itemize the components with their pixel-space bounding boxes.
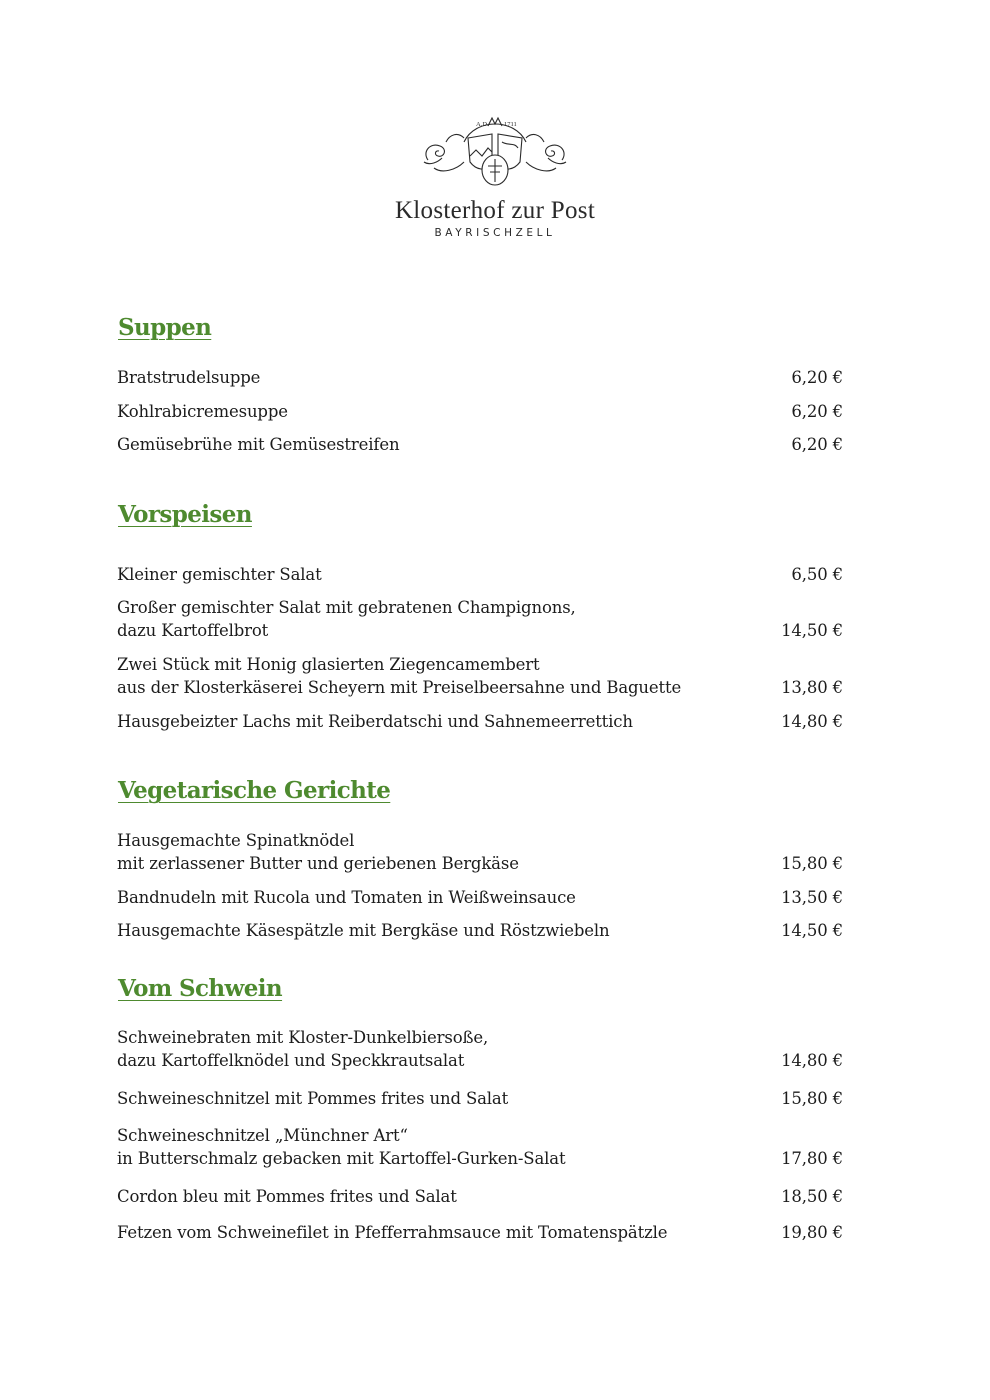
menu-item-name: Kohlrabicremesuppe [117, 402, 288, 421]
section-title-vegetarische-gerichte: Vegetarische Gerichte [118, 777, 391, 804]
menu-item-price: 15,80 € [781, 1089, 843, 1108]
menu-item-name-line1: Zwei Stück mit Honig glasierten Ziegencamembert [117, 655, 540, 674]
crest-emblem-icon [420, 112, 570, 192]
restaurant-logo [0, 112, 990, 239]
crest-text-left: A.D. [476, 121, 489, 128]
menu-item-price: 6,20 € [791, 402, 843, 421]
menu-item-price: 13,50 € [781, 888, 843, 907]
menu-item-name: Bandnudeln mit Rucola und Tomaten in Weißweinsauce [117, 888, 576, 907]
menu-item-name: Fetzen vom Schweinefilet in Pfefferrahmsauce mit Tomatenspätzle [117, 1223, 668, 1242]
menu-item-price: 14,50 € [781, 621, 843, 640]
menu-item [117, 366, 843, 389]
menu-item [117, 596, 843, 642]
menu-item-name-line1: Schweineschnitzel „Münchner Art“ [117, 1126, 408, 1145]
menu-item-name-line2: dazu Kartoffelknödel und Speckkrautsalat [117, 1051, 465, 1070]
menu-item-name: Schweineschnitzel mit Pommes frites und Salat [117, 1089, 509, 1108]
menu-item-name: Gemüsebrühe mit Gemüsestreifen [117, 435, 400, 454]
crest-text-right: 1711 [504, 121, 517, 128]
menu-item-price: 14,80 € [781, 712, 843, 731]
menu-item-price: 19,80 € [781, 1223, 843, 1242]
menu-item [117, 886, 843, 909]
menu-item-name-line2: aus der Klosterkäserei Scheyern mit Preiselbeersahne und Baguette [117, 678, 682, 697]
menu-item [117, 1185, 843, 1208]
menu-item [117, 653, 843, 699]
menu-item [117, 710, 843, 733]
menu-item-name-line2: in Butterschmalz gebacken mit Kartoffel-Gurken-Salat [117, 1149, 566, 1168]
menu-item-name-line2: dazu Kartoffelbrot [117, 621, 269, 640]
menu-item [117, 919, 843, 942]
menu-item-price: 6,20 € [791, 435, 843, 454]
menu-item-price: 13,80 € [781, 678, 843, 697]
menu-item-price: 6,20 € [791, 368, 843, 387]
menu-item-name-line1: Schweinebraten mit Kloster-Dunkelbiersoße, [117, 1028, 489, 1047]
menu-item-name-line1: Großer gemischter Salat mit gebratenen Champignons, [117, 598, 576, 617]
menu-item-price: 14,50 € [781, 921, 843, 940]
menu-item [117, 829, 843, 875]
restaurant-location: BAYRISCHZELL [434, 227, 556, 239]
menu-item-price: 14,80 € [781, 1051, 843, 1070]
menu-item-price: 18,50 € [781, 1187, 843, 1206]
menu-item-price: 15,80 € [781, 854, 843, 873]
menu-item [117, 563, 843, 586]
menu-item-name-line1: Hausgemachte Spinatknödel [117, 831, 355, 850]
menu-item-name-line2: mit zerlassener Butter und geriebenen Bergkäse [117, 854, 519, 873]
menu-item [117, 1087, 843, 1110]
section-title-suppen: Suppen [118, 314, 212, 341]
menu-item [117, 400, 843, 423]
menu-item-name: Kleiner gemischter Salat [117, 565, 322, 584]
menu-item [117, 433, 843, 456]
menu-item-price: 17,80 € [781, 1149, 843, 1168]
menu-item-price: 6,50 € [791, 565, 843, 584]
menu-item [117, 1221, 843, 1244]
restaurant-name: Klosterhof zur Post [394, 197, 596, 224]
section-title-vom-schwein: Vom Schwein [118, 975, 283, 1002]
menu-item [117, 1026, 843, 1072]
menu-item [117, 1124, 843, 1170]
section-title-vorspeisen: Vorspeisen [118, 501, 252, 528]
menu-item-name: Bratstrudelsuppe [117, 368, 261, 387]
menu-item-name: Hausgemachte Käsespätzle mit Bergkäse und Röstzwiebeln [117, 921, 610, 940]
menu-item-name: Hausgebeizter Lachs mit Reiberdatschi und Sahnemeerrettich [117, 712, 633, 731]
menu-item-name: Cordon bleu mit Pommes frites und Salat [117, 1187, 457, 1206]
